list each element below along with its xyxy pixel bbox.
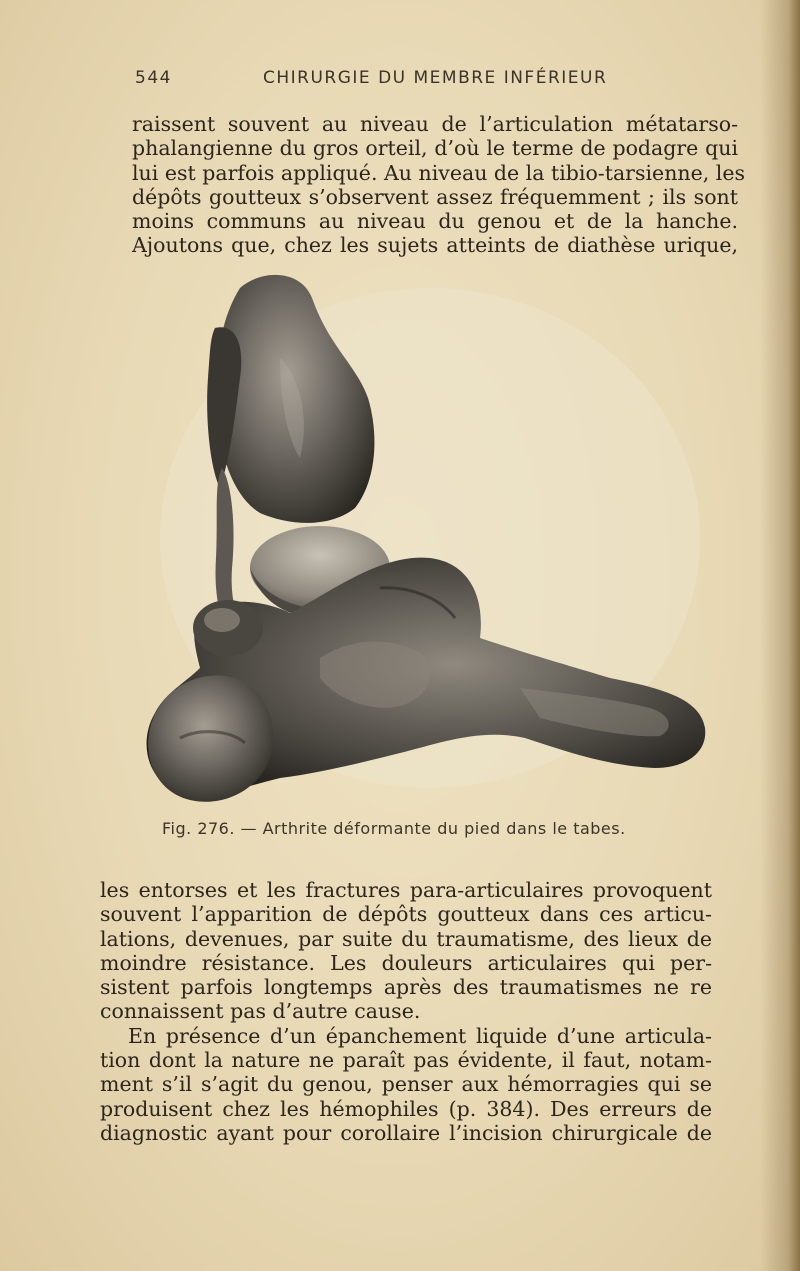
text-line: dépôts goutteux s’observent assez fréquemment ; ils sont bbox=[132, 184, 738, 209]
text-line: En présence d’un épanchement liquide d’une articula- bbox=[128, 1023, 712, 1048]
figure-caption: Fig. 276. — Arthrite déformante du pied dans le tabes. bbox=[162, 819, 626, 838]
text-line: les entorses et les fractures para-articulaires provoquent bbox=[100, 878, 712, 902]
text-line: moindre résistance. Les douleurs articulaires qui per- bbox=[100, 950, 712, 975]
foot-bone-illustration bbox=[140, 268, 710, 813]
text-line: phalangienne du gros orteil, d’où le terme de podagre qui bbox=[132, 136, 738, 161]
text-line: Ajoutons que, chez les sujets atteints de diathèse urique, bbox=[132, 233, 738, 258]
text-line: lations, devenues, par suite du traumatisme, des lieux de bbox=[100, 926, 712, 951]
running-head bbox=[135, 68, 625, 92]
text-line: lui est parfois appliqué. Au niveau de la tibio-tarsienne, les bbox=[132, 160, 745, 185]
page-edge-shadow bbox=[760, 0, 800, 1271]
text-line: souvent l’apparition de dépôts goutteux dans ces articu- bbox=[100, 902, 712, 927]
page-number: 544 bbox=[135, 68, 172, 88]
text-line: diagnostic ayant pour corollaire l’incision chirurgicale de bbox=[100, 1120, 712, 1145]
text-line: raissent souvent au niveau de l’articulation métatarso- bbox=[132, 112, 738, 136]
text-line: ment s’il s’agit du genou, penser aux hémorragies qui se bbox=[100, 1072, 712, 1097]
text-line: tion dont la nature ne paraît pas évidente, il faut, notam- bbox=[100, 1048, 712, 1073]
text-line: moins communs au niveau du genou et de la hanche. bbox=[132, 209, 738, 234]
text-line: produisent chez les hémophiles (p. 384). Des erreurs de bbox=[100, 1096, 712, 1121]
running-title: CHIRURGIE DU MEMBRE INFÉRIEUR bbox=[263, 68, 608, 88]
text-line: connaissent pas d’autre cause. bbox=[100, 999, 421, 1024]
text-line: sistent parfois longtemps après des traumatismes ne re bbox=[100, 975, 712, 1000]
top-paragraph bbox=[132, 112, 745, 258]
bottom-text bbox=[100, 878, 712, 1145]
